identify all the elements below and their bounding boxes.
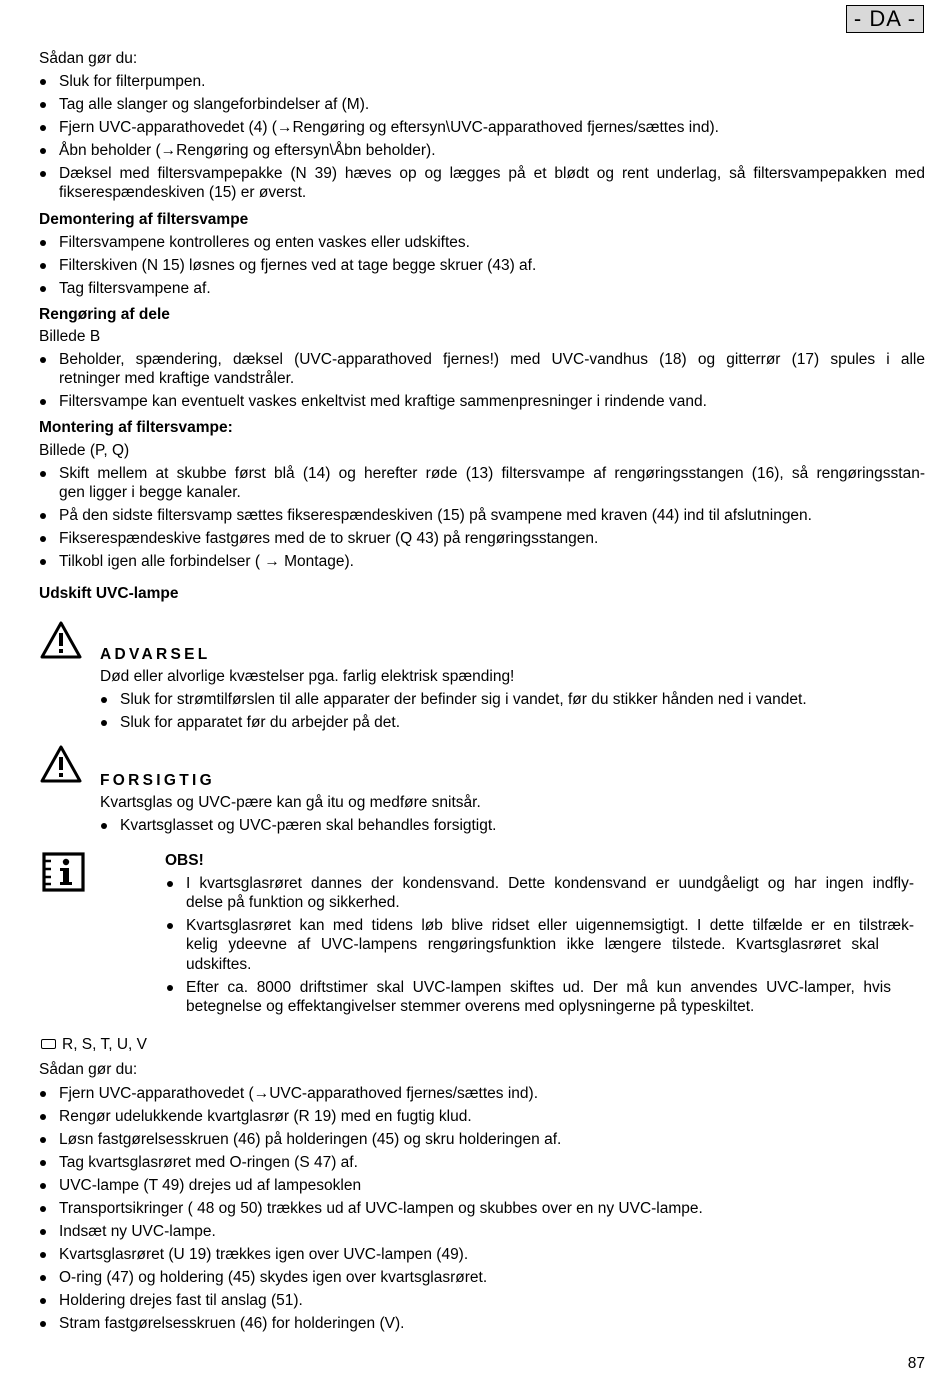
bullet-icon — [40, 79, 46, 85]
mount-step: Fikserespændeskive fastgøres med de to skruer (Q 43) på rengøringsstangen. — [59, 530, 599, 547]
mount-step: Skift mellem at skubbe først blå (14) og herefter røde (13) filtersvampe af rengøringsstangen (16), så rengøringsstan- — [59, 465, 925, 482]
mount-step: Tilkobl igen alle forbindelser ( → Montage). — [59, 553, 354, 570]
bullet-icon — [40, 1091, 46, 1097]
bullet-icon — [40, 1137, 46, 1143]
uvc-step: Tag kvartsglasrøret med O-ringen (S 47) af. — [59, 1154, 358, 1171]
bullet-icon — [40, 536, 46, 542]
bullet-icon — [167, 881, 173, 887]
uvc-step: UVC-lampe (T 49) drejes ud af lampesoklen — [59, 1177, 362, 1194]
caution-text: Kvartsglas og UVC-pære kan gå itu og medføre snitsår. — [100, 794, 481, 811]
caution-item: Kvartsglasset og UVC-pæren skal behandles forsigtigt. — [120, 817, 497, 834]
mount-step: På den sidste filtersvamp sættes fikserespændeskiven (15) på svampene med kraven (44) ind til afslutningen. — [59, 507, 812, 524]
bullet-icon — [40, 1114, 46, 1120]
note-title: OBS! — [165, 852, 204, 869]
intro-title: Sådan gør du: — [39, 50, 138, 67]
cleaning-step: Filtersvampe kan eventuelt vaskes enkeltvist med kraftige sammenpresninger i rindende vand. — [59, 393, 707, 410]
bullet-icon — [101, 823, 107, 829]
note-item-continued: betegnelse og effektangivelser stemmer overens med oplysningerne på typeskiltet. — [186, 998, 755, 1015]
bullet-icon — [40, 513, 46, 519]
note-item: I kvartsglasrøret dannes der kondensvand. Dette kondensvand er uundgåeligt og har ingen indfly- — [186, 875, 914, 892]
uvc-step: Holdering drejes fast til anslag (51). — [59, 1292, 303, 1309]
intro-step: Fjern UVC-apparathovedet (4) (→Rengøring og eftersyn\UVC-apparathoved fjernes/sættes ind). — [59, 119, 719, 136]
uvc-step: Løsn fastgørelsesskruen (46) på holderingen (45) og skru holderingen af. — [59, 1131, 562, 1148]
uvc-step: Fjern UVC-apparathovedet (→UVC-apparathoved fjernes/sættes ind). — [59, 1085, 539, 1102]
intro-step: Tag alle slanger og slangeforbindelser af (M). — [59, 96, 370, 113]
bullet-icon — [101, 720, 107, 726]
bullet-icon — [40, 559, 46, 565]
info-note-icon — [42, 852, 85, 892]
bullet-icon — [40, 263, 46, 269]
note-item-continued: kelig ydeevne af UVC-lampens rengøringsfunktion ikke længere tilstede. Kvartsglasrøret skal — [186, 936, 879, 953]
bullet-icon — [40, 1298, 46, 1304]
cleaning-step: Beholder, spændering, dæksel (UVC-apparathoved fjernes!) med UVC-vandhus (18) og gitterrør (17) spules i alle — [59, 351, 925, 368]
cleaning-step-continued: retninger med kraftige vandstråler. — [59, 370, 295, 387]
bullet-icon — [40, 1252, 46, 1258]
section-heading: Rengøring af dele — [39, 306, 170, 323]
figure-reference: Billede B — [39, 328, 101, 345]
uvc-step: Transportsikringer ( 48 og 50) trækkes ud af UVC-lampen og skubbes over en ny UVC-lampe. — [59, 1200, 703, 1217]
caution-title: FORSIGTIG — [100, 772, 215, 789]
bullet-icon — [40, 357, 46, 363]
section-heading: Demontering af filtersvampe — [39, 211, 249, 228]
bullet-icon — [40, 171, 46, 177]
demount-step: Filterskiven (N 15) løsnes og fjernes ved at tage begge skruer (43) af. — [59, 257, 537, 274]
demount-step: Filtersvampene kontrolleres og enten vaskes eller udskiftes. — [59, 234, 470, 251]
bullet-icon — [40, 240, 46, 246]
bullet-icon — [40, 102, 46, 108]
intro-step-continued: fikserespændeskiven (15) er øverst. — [59, 184, 307, 201]
bullet-icon — [167, 923, 173, 929]
bullet-icon — [167, 985, 173, 991]
bullet-icon — [40, 1275, 46, 1281]
bullet-icon — [40, 471, 46, 477]
note-item-continued: udskiftes. — [186, 956, 252, 973]
uvc-step: O-ring (47) og holdering (45) skydes igen over kvartsglasrøret. — [59, 1269, 488, 1286]
warning-triangle-icon — [39, 620, 83, 660]
warning-item: Sluk for apparatet før du arbejder på det. — [120, 714, 401, 731]
figure-reference: Billede (P, Q) — [39, 442, 130, 459]
caution-triangle-icon — [39, 744, 83, 784]
intro-step: Sluk for filterpumpen. — [59, 73, 206, 90]
bullet-icon — [40, 1321, 46, 1327]
figure-reference-icon — [41, 1039, 56, 1049]
uvc-step: Kvartsglasrøret (U 19) trækkes igen over UVC-lampen (49). — [59, 1246, 469, 1263]
bullet-icon — [40, 1183, 46, 1189]
uvc-step: Rengør udelukkende kvartglasrør (R 19) med en fugtig klud. — [59, 1108, 472, 1125]
note-item: Efter ca. 8000 driftstimer skal UVC-lampen skiftes ud. Der må kun anvendes UVC-lamper, hvis — [186, 979, 891, 996]
language-tag: - DA - — [846, 5, 924, 33]
warning-title: ADVARSEL — [100, 646, 211, 663]
uvc-step: Indsæt ny UVC-lampe. — [59, 1223, 216, 1240]
bullet-icon — [40, 286, 46, 292]
bullet-icon — [40, 1160, 46, 1166]
mount-step-continued: gen ligger i begge kanaler. — [59, 484, 241, 501]
bullet-icon — [40, 1229, 46, 1235]
warning-text: Død eller alvorlige kvæstelser pga. farlig elektrisk spænding! — [100, 668, 515, 685]
bullet-icon — [40, 399, 46, 405]
page-number: 87 — [907, 1355, 925, 1372]
bullet-icon — [101, 697, 107, 703]
bullet-icon — [40, 125, 46, 131]
section-heading: Udskift UVC-lampe — [39, 585, 179, 602]
section-heading: Montering af filtersvampe: — [39, 419, 233, 436]
note-item-continued: delse på funktion og sikkerhed. — [186, 894, 400, 911]
bullet-icon — [40, 148, 46, 154]
howto-title: Sådan gør du: — [39, 1061, 138, 1078]
note-item: Kvartsglasrøret kan med tidens løb blive ridset eller uigennemsigtigt. I dette tilfælde er en tilstræk- — [186, 917, 914, 934]
intro-step: Dæksel med filtersvampepakke (N 39) hæves op og lægges på et blødt og rent underlag, så filtersvampepakken med — [59, 165, 925, 182]
uvc-step: Stram fastgørelsesskruen (46) for holderingen (V). — [59, 1315, 405, 1332]
intro-step: Åbn beholder (→Rengøring og eftersyn\Åbn beholder). — [59, 142, 436, 159]
warning-item: Sluk for strømtilførslen til alle apparater der befinder sig i vandet, før du stikker hånden ned i vandet. — [120, 691, 807, 708]
demount-step: Tag filtersvampene af. — [59, 280, 211, 297]
figure-reference: R, S, T, U, V — [62, 1036, 147, 1053]
bullet-icon — [40, 1206, 46, 1212]
